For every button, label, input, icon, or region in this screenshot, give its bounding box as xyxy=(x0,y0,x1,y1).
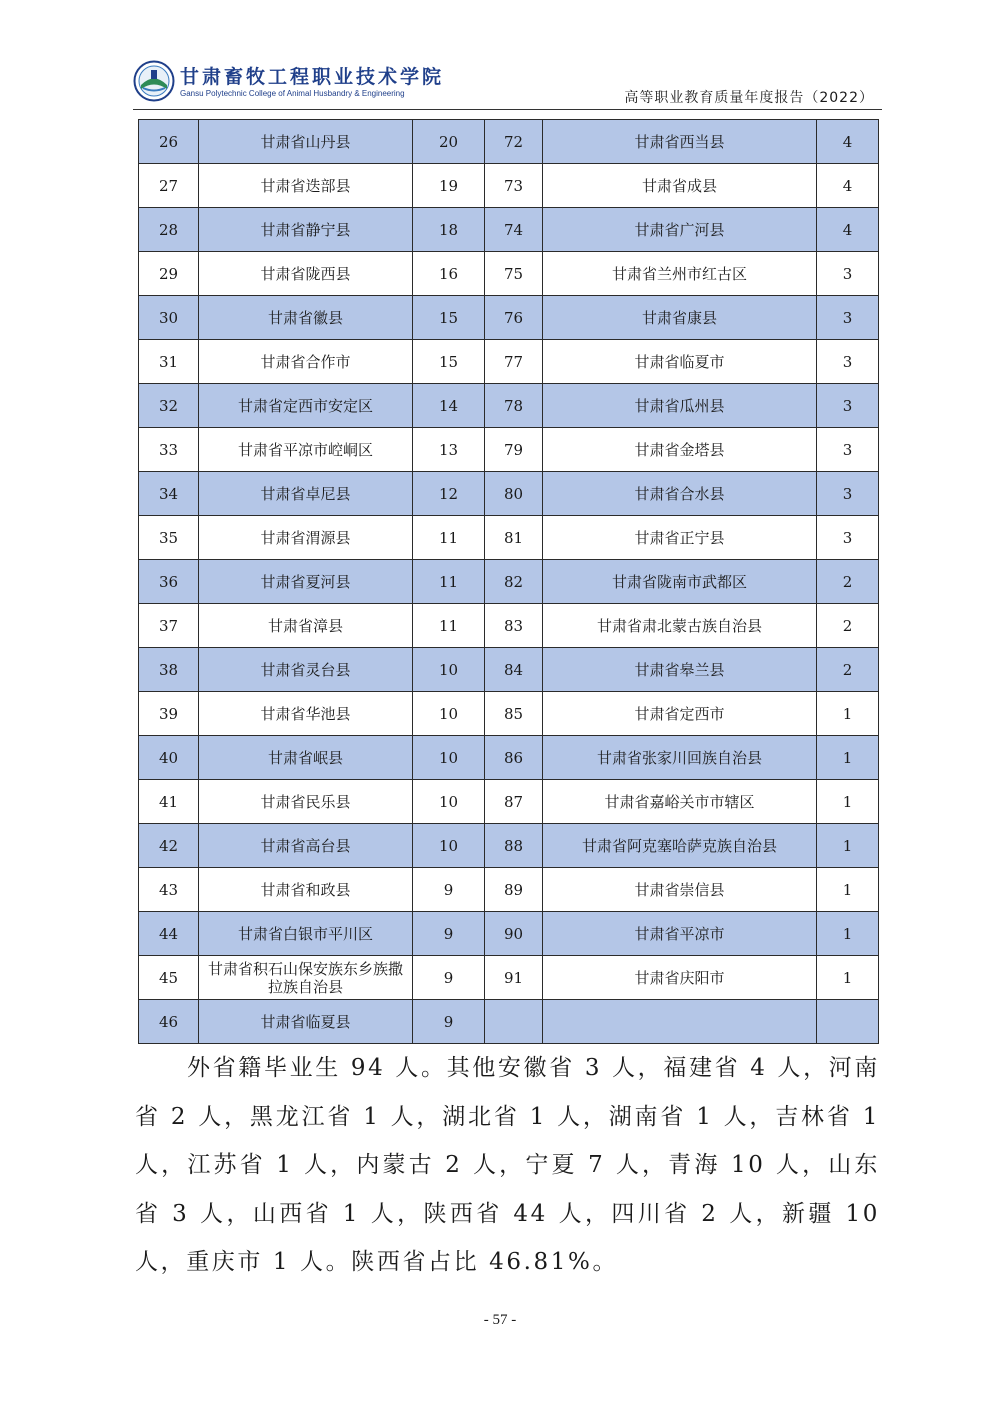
graduate-count-right: 3 xyxy=(817,340,879,384)
table-row xyxy=(139,252,879,296)
region-name-left: 甘肃省夏河县 xyxy=(199,560,413,604)
graduate-count-left: 11 xyxy=(413,560,485,604)
region-name-left: 甘肃省高台县 xyxy=(199,824,413,868)
table-row xyxy=(139,1000,879,1044)
row-number-left: 35 xyxy=(139,516,199,560)
row-number-right: 86 xyxy=(485,736,543,780)
row-number-right: 88 xyxy=(485,824,543,868)
region-name-right: 甘肃省崇信县 xyxy=(543,868,817,912)
row-number-left: 42 xyxy=(139,824,199,868)
table-row xyxy=(139,648,879,692)
row-number-right: 76 xyxy=(485,296,543,340)
region-name-right: 甘肃省平凉市 xyxy=(543,912,817,956)
row-number-right: 73 xyxy=(485,164,543,208)
table-row xyxy=(139,824,879,868)
row-number-left: 33 xyxy=(139,428,199,472)
region-name-left: 甘肃省定西市安定区 xyxy=(199,384,413,428)
row-number-left: 31 xyxy=(139,340,199,384)
table-row xyxy=(139,956,879,1000)
graduate-count-right: 1 xyxy=(817,868,879,912)
region-name-right: 甘肃省金塔县 xyxy=(543,428,817,472)
graduate-count-left: 13 xyxy=(413,428,485,472)
graduate-count-right: 3 xyxy=(817,428,879,472)
row-number-right: 75 xyxy=(485,252,543,296)
graduate-count-right: 3 xyxy=(817,384,879,428)
region-name-right: 甘肃省陇南市武都区 xyxy=(543,560,817,604)
graduate-count-left: 11 xyxy=(413,604,485,648)
graduate-count-left: 10 xyxy=(413,692,485,736)
graduate-count-left: 10 xyxy=(413,780,485,824)
row-number-right: 74 xyxy=(485,208,543,252)
graduate-count-right: 2 xyxy=(817,604,879,648)
school-logo-icon xyxy=(133,60,175,102)
region-name-left: 甘肃省灵台县 xyxy=(199,648,413,692)
table-row xyxy=(139,692,879,736)
page-number: - 57 - xyxy=(483,1312,517,1328)
table-row xyxy=(139,912,879,956)
row-number-left: 26 xyxy=(139,120,199,164)
region-name-left: 甘肃省卓尼县 xyxy=(199,472,413,516)
region-name-left: 甘肃省岷县 xyxy=(199,736,413,780)
graduate-count-left: 10 xyxy=(413,736,485,780)
graduate-count-left: 9 xyxy=(413,1000,485,1044)
row-number-left: 32 xyxy=(139,384,199,428)
region-name-left: 甘肃省徽县 xyxy=(199,296,413,340)
row-number-left: 46 xyxy=(139,1000,199,1044)
region-name-left: 甘肃省平凉市崆峒区 xyxy=(199,428,413,472)
region-name-left: 甘肃省静宁县 xyxy=(199,208,413,252)
row-number-left: 27 xyxy=(139,164,199,208)
region-name-right: 甘肃省皋兰县 xyxy=(543,648,817,692)
table-row xyxy=(139,604,879,648)
graduate-count-left: 9 xyxy=(413,912,485,956)
region-name-left: 甘肃省民乐县 xyxy=(199,780,413,824)
row-number-right: 84 xyxy=(485,648,543,692)
graduate-count-left: 20 xyxy=(413,120,485,164)
graduate-count-right: 2 xyxy=(817,560,879,604)
graduate-count-left: 10 xyxy=(413,824,485,868)
table-row xyxy=(139,340,879,384)
graduate-count-left: 11 xyxy=(413,516,485,560)
row-number-right: 83 xyxy=(485,604,543,648)
region-name-right: 甘肃省正宁县 xyxy=(543,516,817,560)
graduate-count-right: 1 xyxy=(817,780,879,824)
graduate-count-right: 4 xyxy=(817,120,879,164)
row-number-right: 79 xyxy=(485,428,543,472)
row-number-left: 36 xyxy=(139,560,199,604)
row-number-right: 78 xyxy=(485,384,543,428)
region-name-left: 甘肃省和政县 xyxy=(199,868,413,912)
table-row xyxy=(139,384,879,428)
graduate-count-right: 2 xyxy=(817,648,879,692)
graduate-count-right: 4 xyxy=(817,208,879,252)
region-name-right: 甘肃省庆阳市 xyxy=(543,956,817,1000)
region-name-right: 甘肃省肃北蒙古族自治县 xyxy=(543,604,817,648)
graduate-count-right: 1 xyxy=(817,956,879,1000)
graduate-count-right: 1 xyxy=(817,912,879,956)
graduate-count-right: 1 xyxy=(817,824,879,868)
row-number-left: 30 xyxy=(139,296,199,340)
region-name-left: 甘肃省白银市平川区 xyxy=(199,912,413,956)
page-header xyxy=(0,0,1000,112)
body-paragraph: 外省籍毕业生 94 人。其他安徽省 3 人，福建省 4 人，河南省 2 人，黑龙江省 1 人，湖北省 1 人，湖南省 1 人，吉林省 1 人，江苏省 1 人，内蒙古 2 人，宁夏 7 人，青海 10 人，山东省 3 人，山西省 1 人，陕西省 44 人，四川省 2 人，新疆 10 人，重庆市 1 人。陕西省占比 46.81%。 xyxy=(135,1055,880,1275)
graduate-origin-table xyxy=(138,119,879,1044)
region-name-right: 甘肃省定西市 xyxy=(543,692,817,736)
header-divider xyxy=(133,109,882,110)
region-name-right: 甘肃省康县 xyxy=(543,296,817,340)
graduate-count-right: 4 xyxy=(817,164,879,208)
table-row xyxy=(139,560,879,604)
graduate-count-right: 3 xyxy=(817,296,879,340)
region-name-right: 甘肃省阿克塞哈萨克族自治县 xyxy=(543,824,817,868)
row-number-right: 87 xyxy=(485,780,543,824)
row-number-right: 81 xyxy=(485,516,543,560)
region-name-right: 甘肃省西当县 xyxy=(543,120,817,164)
region-name-left: 甘肃省陇西县 xyxy=(199,252,413,296)
row-number-left: 37 xyxy=(139,604,199,648)
region-name-right: 甘肃省兰州市红古区 xyxy=(543,252,817,296)
region-name-right xyxy=(543,1000,817,1044)
graduate-count-left: 14 xyxy=(413,384,485,428)
school-name-english: Gansu Polytechnic College of Animal Husbandry & Engineering xyxy=(180,89,405,98)
table-row xyxy=(139,472,879,516)
row-number-left: 34 xyxy=(139,472,199,516)
table-row xyxy=(139,736,879,780)
region-name-right: 甘肃省嘉峪关市市辖区 xyxy=(543,780,817,824)
graduate-count-right: 3 xyxy=(817,516,879,560)
table-row xyxy=(139,164,879,208)
table-row xyxy=(139,120,879,164)
graduate-count-left: 15 xyxy=(413,340,485,384)
row-number-right: 80 xyxy=(485,472,543,516)
row-number-right: 89 xyxy=(485,868,543,912)
region-name-left: 甘肃省漳县 xyxy=(199,604,413,648)
table-row xyxy=(139,516,879,560)
region-name-left: 甘肃省渭源县 xyxy=(199,516,413,560)
table-row xyxy=(139,780,879,824)
graduate-count-right: 1 xyxy=(817,692,879,736)
graduate-count-left: 9 xyxy=(413,868,485,912)
graduate-count-left: 15 xyxy=(413,296,485,340)
row-number-left: 45 xyxy=(139,956,199,1000)
row-number-right: 82 xyxy=(485,560,543,604)
row-number-left: 29 xyxy=(139,252,199,296)
school-name: 甘肃畜牧工程职业技术学院 xyxy=(180,66,445,88)
table-row xyxy=(139,296,879,340)
table-row xyxy=(139,868,879,912)
graduate-count-right: 3 xyxy=(817,252,879,296)
region-name-right: 甘肃省临夏市 xyxy=(543,340,817,384)
graduate-count-left: 10 xyxy=(413,648,485,692)
graduate-count-right: 3 xyxy=(817,472,879,516)
region-name-left: 甘肃省积石山保安族东乡族撒拉族自治县 xyxy=(199,956,413,1000)
row-number-left: 38 xyxy=(139,648,199,692)
row-number-right xyxy=(485,1000,543,1044)
table-row xyxy=(139,208,879,252)
row-number-left: 40 xyxy=(139,736,199,780)
region-name-left: 甘肃省华池县 xyxy=(199,692,413,736)
region-name-right: 甘肃省成县 xyxy=(543,164,817,208)
graduate-count-left: 16 xyxy=(413,252,485,296)
row-number-left: 43 xyxy=(139,868,199,912)
row-number-left: 39 xyxy=(139,692,199,736)
graduate-count-right xyxy=(817,1000,879,1044)
row-number-right: 77 xyxy=(485,340,543,384)
report-title: 高等职业教育质量年度报告（2022） xyxy=(624,90,874,106)
row-number-right: 72 xyxy=(485,120,543,164)
row-number-right: 91 xyxy=(485,956,543,1000)
row-number-right: 85 xyxy=(485,692,543,736)
graduate-count-right: 1 xyxy=(817,736,879,780)
graduate-count-left: 9 xyxy=(413,956,485,1000)
region-name-left: 甘肃省合作市 xyxy=(199,340,413,384)
region-name-left: 甘肃省山丹县 xyxy=(199,120,413,164)
row-number-left: 41 xyxy=(139,780,199,824)
graduate-count-left: 19 xyxy=(413,164,485,208)
table-body xyxy=(139,120,879,1044)
region-name-right: 甘肃省张家川回族自治县 xyxy=(543,736,817,780)
region-name-left: 甘肃省临夏县 xyxy=(199,1000,413,1044)
graduate-count-left: 18 xyxy=(413,208,485,252)
table-row xyxy=(139,428,879,472)
row-number-right: 90 xyxy=(485,912,543,956)
region-name-right: 甘肃省广河县 xyxy=(543,208,817,252)
graduate-count-left: 12 xyxy=(413,472,485,516)
region-name-left: 甘肃省迭部县 xyxy=(199,164,413,208)
region-name-right: 甘肃省瓜州县 xyxy=(543,384,817,428)
row-number-left: 28 xyxy=(139,208,199,252)
region-name-right: 甘肃省合水县 xyxy=(543,472,817,516)
row-number-left: 44 xyxy=(139,912,199,956)
